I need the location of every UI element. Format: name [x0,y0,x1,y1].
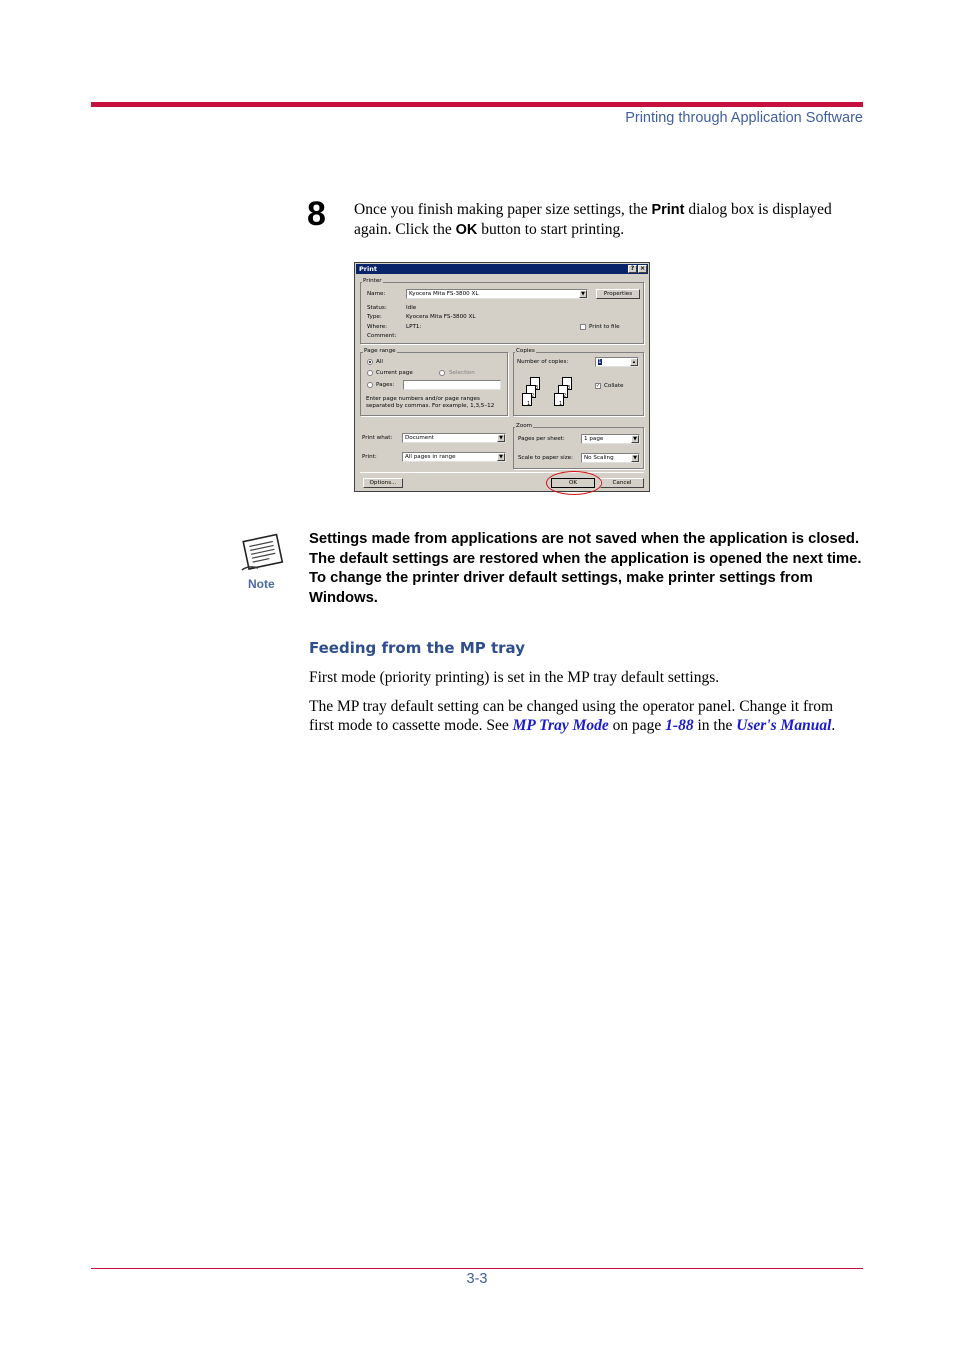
section-heading: Feeding from the MP tray [309,639,525,657]
dialog-title: Print [359,265,377,273]
all-radio[interactable] [367,359,373,365]
pages-per-sheet-select[interactable] [581,434,640,444]
where-label: Where: [367,324,388,330]
zoom-group-label: Zoom [516,423,533,429]
scale-select[interactable] [581,453,640,463]
where-value: LPT1: [406,324,422,330]
print-what-label: Print what: [362,435,393,441]
ok-word: OK [455,222,478,238]
paragraph-2 [309,697,859,735]
printer-name-select[interactable] [406,289,588,299]
header-rule [91,102,863,107]
chevron-down-icon: ▼ [631,454,639,462]
print-to-file-checkbox[interactable] [580,324,586,330]
step-text-2: dialog box is displayed again. Click the [354,201,832,238]
options-button[interactable]: Options... [363,478,403,488]
print-label: Print: [362,454,377,460]
chevron-down-icon: ▼ [631,435,639,443]
dialog-divider [360,472,644,473]
print-word: Print [651,202,685,218]
properties-button[interactable]: Properties [596,289,640,299]
print-dialog [354,262,650,492]
paragraph-2-text-d: . [831,717,836,734]
pages-radio[interactable] [367,382,373,388]
users-manual-link[interactable]: User's Manual [736,717,832,734]
paragraph-2-text-a: The MP tray default setting can be changed using the operator panel. Change it from first mode to cassette mode. See [309,698,834,734]
current-page-radio[interactable] [367,370,373,376]
ok-button[interactable]: OK [551,478,595,488]
help-button[interactable]: ? [628,265,637,273]
collate-checkbox[interactable]: ✓ [596,383,601,389]
mp-tray-mode-link[interactable]: MP Tray Mode [512,717,609,734]
chevron-down-icon: ▼ [579,290,587,298]
status-label: Status: [367,305,387,311]
comment-label: Comment: [367,333,397,339]
scale-value: No Scaling [584,455,614,461]
copies-label: Number of copies: [517,359,569,365]
print-what-value: Document [405,435,434,441]
chevron-down-icon: ▼ [497,453,505,461]
page-number-label: 3 [535,385,539,391]
ok-highlight-circle [546,471,602,495]
page-number-label: 3 [567,385,571,391]
range-hint-2: separated by commas. For example, 1,3,5–12 [366,403,495,409]
page-number-label: 1 [527,401,531,407]
paragraph-2-text-b: on page [608,717,666,734]
running-head: Printing through Application Software [625,110,863,126]
pages-input[interactable] [403,380,501,390]
cancel-button[interactable]: Cancel [600,478,644,488]
paragraph-1: First mode (priority printing) is set in the MP tray default settings. [309,669,720,686]
type-value: Kyocera Mita FS-3800 XL [406,314,476,320]
step-text [354,200,854,240]
close-button[interactable]: × [639,265,646,272]
selection-radio[interactable] [439,370,445,376]
spinner-icon[interactable]: ▴ [630,358,638,366]
page-link[interactable]: 1-88 [665,717,694,734]
page-number-label: 2 [563,393,567,399]
print-what-select[interactable] [402,433,506,443]
type-label: Type: [367,314,382,320]
selection-label: Selection [449,370,475,376]
page-number-label: 2 [531,393,535,399]
range-hint-1: Enter page numbers and/or page ranges [366,396,480,402]
page-number-label: 1 [559,401,563,407]
name-label: Name: [367,291,386,297]
paragraph-2-text-c: in the [693,717,737,734]
page-range-group-label: Page range [364,348,396,354]
pages-per-sheet-value: 1 page [584,436,604,442]
print-select[interactable] [402,452,506,462]
note-icon [238,532,286,579]
print-to-file-label: Print to file [589,324,620,330]
pages-per-sheet-label: Pages per sheet: [518,436,565,442]
scale-label: Scale to paper size: [518,455,574,461]
step-text-1: Once you finish making paper size settings, the [354,201,652,218]
copies-input[interactable] [595,357,639,367]
copies-group-label: Copies [516,348,535,354]
copies-value: 1 [598,359,602,365]
dialog-titlebar [356,264,648,274]
step-number: 8 [307,195,326,233]
chevron-down-icon: ▼ [497,434,505,442]
pages-label: Pages: [376,382,395,388]
status-value: Idle [406,305,417,311]
note-text: Settings made from applications are not saved when the application is closed. The default settings are restored when the application is opened the next time. To change the printer driver default settings, make printer settings from Windows. [309,531,862,606]
footer-rule [91,1268,863,1269]
page-number: 3-3 [466,1271,488,1287]
print-value: All pages in range [405,454,456,460]
collate-label: Collate [604,383,624,389]
printer-name-value: Kyocera Mita FS-3800 XL [409,291,479,297]
note-label: Note [248,577,275,591]
step-text-3: button to start printing. [477,221,625,238]
current-page-label: Current page [376,370,413,376]
printer-group-label: Printer [363,278,382,284]
all-label: All [376,359,383,365]
